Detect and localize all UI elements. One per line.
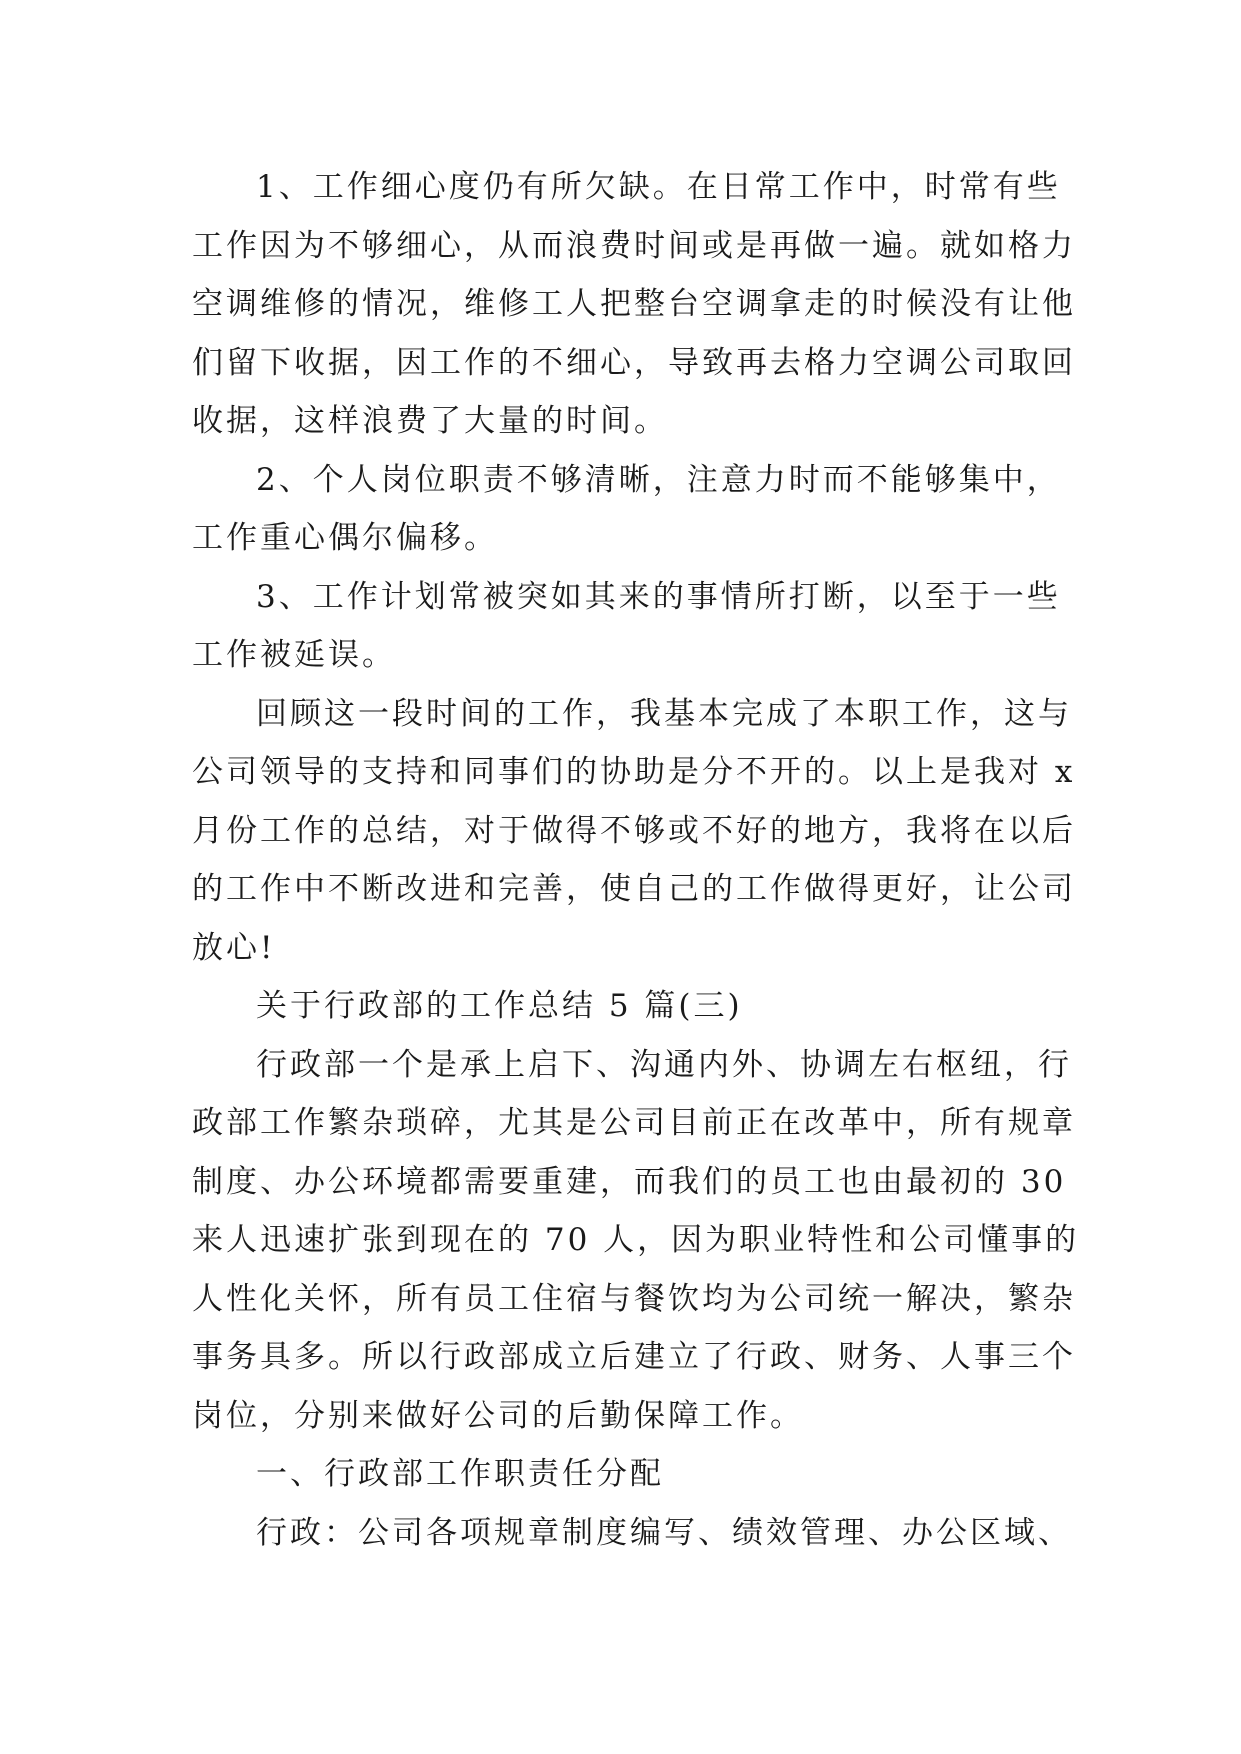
text-line: 月份工作的总结，对于做得不够或不好的地方，我将在以后 <box>192 812 1076 849</box>
text-line: 公司领导的支持和同事们的协助是分不开的。以上是我对 x <box>192 754 1076 790</box>
text-line: 3、工作计划常被突如其来的事情所打断，以至于一些 <box>256 578 1061 615</box>
text-line: 人性化关怀，所有员工住宿与餐饮均为公司统一解决，繁杂 <box>192 1280 1076 1317</box>
text-line: 行政部一个是承上启下、沟通内外、协调左右枢纽，行 <box>256 1046 1072 1083</box>
text-line: 2、个人岗位职责不够清晰，注意力时而不能够集中， <box>256 461 1061 498</box>
paragraph-review <box>192 685 1076 978</box>
paragraph-issue-3 <box>192 568 1062 685</box>
paragraph-admin-duties <box>192 1504 1072 1563</box>
text-line: 1、工作细心度仍有所欠缺。在日常工作中，时常有些 <box>256 169 1061 205</box>
text-line: 工作因为不够细心，从而浪费时间或是再做一遍。就如格力 <box>192 227 1076 264</box>
text-line: 的工作中不断改进和完善，使自己的工作做得更好，让公司 <box>192 871 1076 907</box>
text-line: 回顾这一段时间的工作，我基本完成了本职工作，这与 <box>256 695 1072 732</box>
text-line: 事务具多。所以行政部成立后建立了行政、财务、人事三个 <box>192 1339 1076 1375</box>
text-line: 空调维修的情况，维修工人把整台空调拿走的时候没有让他 <box>192 286 1076 322</box>
text-line: 来人迅速扩张到现在的 70 人，因为职业特性和公司懂事的 <box>192 1222 1080 1258</box>
paragraph-issue-2 <box>192 451 1062 568</box>
text-line: 放心! <box>192 929 276 966</box>
heading-line: 一、行政部工作职责任分配 <box>256 1456 664 1492</box>
text-line: 政部工作繁杂琐碎，尤其是公司目前正在改革中，所有规章 <box>192 1105 1076 1141</box>
text-line: 们留下收据，因工作的不细心，导致再去格力空调公司取回 <box>192 344 1076 381</box>
heading-line: 关于行政部的工作总结 5 篇(三) <box>256 988 743 1024</box>
paragraph-issue-1 <box>192 158 1076 451</box>
subsection-heading <box>192 1445 1062 1504</box>
text-line: 工作被延误。 <box>192 637 396 673</box>
text-line: 收据，这样浪费了大量的时间。 <box>192 403 668 439</box>
text-line: 制度、办公环境都需要重建，而我们的员工也由最初的 30 <box>192 1163 1067 1200</box>
section-heading <box>192 977 1062 1036</box>
document-body <box>192 158 1080 1562</box>
paragraph-admin-intro <box>192 1036 1080 1446</box>
text-line: 岗位，分别来做好公司的后勤保障工作。 <box>192 1397 804 1434</box>
text-line: 行政：公司各项规章制度编写、绩效管理、办公区域、 <box>256 1514 1072 1551</box>
text-line: 工作重心偶尔偏移。 <box>192 520 498 556</box>
